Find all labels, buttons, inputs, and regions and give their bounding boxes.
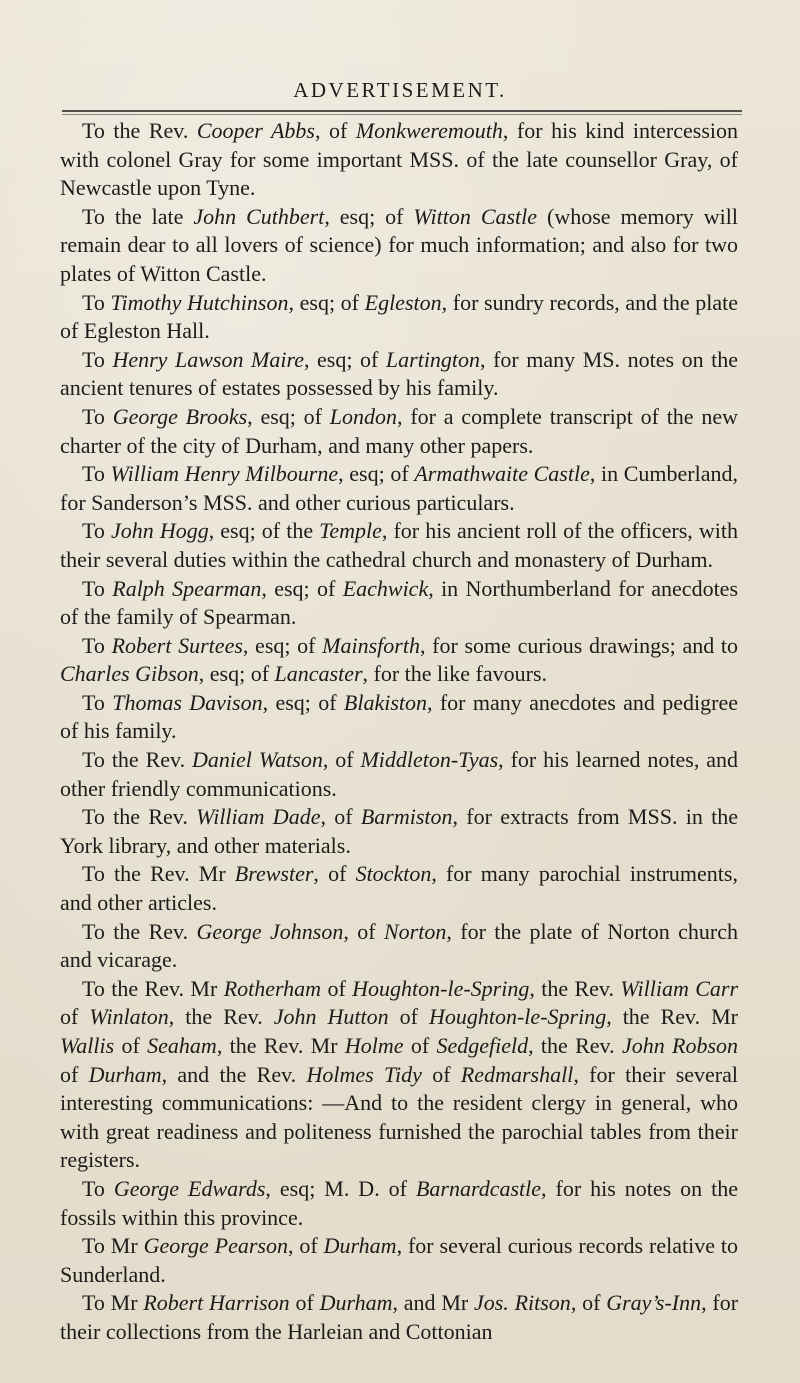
text-run: , for their several interesting communications: —And to the resident clergy in general, who with great readiness and politeness furnished the parochial tables from their registers.: [60, 1061, 738, 1173]
text-run: , for some curious drawings; and to: [419, 632, 738, 658]
text-run: , esq; of: [261, 575, 343, 601]
text-run: To the Rev. Mr: [82, 861, 235, 887]
text-run: , for their collections from the Harleian and Cottonian: [60, 1290, 739, 1344]
text-run: , for a complete transcript of the new charter of the city of Durham, and many other papers.: [60, 403, 739, 458]
italic-name: George Johnson: [196, 918, 344, 944]
text-run: , esq; of: [242, 632, 323, 658]
text-run: , for many parochial instruments, and other articles.: [60, 861, 738, 916]
text-run: , esq; of: [288, 289, 365, 315]
text-run: , esq; M. D. of: [265, 1175, 416, 1201]
italic-name: George Edwards: [113, 1175, 266, 1201]
text-run: To Mr: [82, 1233, 144, 1259]
italic-name: John Cuthbert: [193, 203, 325, 229]
text-run: To the Rev.: [82, 118, 197, 143]
text-run: , and Mr: [392, 1290, 474, 1316]
text-run: of: [421, 1061, 461, 1087]
italic-name: Charles Gibson: [60, 661, 199, 687]
text-run: To Mr: [82, 1290, 144, 1316]
acknowledgement-paragraph: [60, 918, 738, 975]
italic-name: Stockton: [355, 861, 432, 887]
text-run: , for the plate of Norton church and vicarage.: [60, 918, 738, 973]
text-run: To: [82, 1175, 114, 1201]
text-run: To the late: [82, 203, 194, 229]
text-run: , esq; of: [262, 689, 344, 715]
italic-name: George Brooks: [112, 403, 248, 429]
text-run: , of: [287, 1233, 324, 1259]
header-rule-thin: [62, 114, 742, 115]
text-run: , in Northumberland for anecdotes of the family of Spearman.: [60, 575, 739, 630]
text-run: , for the like favours.: [362, 661, 548, 687]
header-rule: [62, 110, 742, 112]
text-run: , for extracts from MSS. in the York library, and other materials.: [60, 804, 738, 858]
text-run: , esq; of: [247, 403, 330, 429]
text-run: To the Rev. Mr: [82, 975, 224, 1001]
italic-name: Norton: [383, 918, 447, 944]
text-run: , the Rev. Mr: [606, 1004, 738, 1030]
acknowledgement-paragraph: [60, 1232, 738, 1289]
acknowledgement-paragraph: [60, 860, 738, 917]
italic-name: Witton Castle: [413, 203, 538, 229]
acknowledgement-paragraph: [60, 746, 738, 803]
text-run: , the Rev.: [168, 1004, 274, 1030]
italic-name: Lancaster: [274, 661, 363, 687]
text-run: of: [289, 1290, 320, 1316]
italic-name: Daniel Watson: [192, 747, 323, 773]
text-run: To: [82, 632, 112, 658]
text-run: , for his learned notes, and other friendly communications.: [60, 747, 739, 801]
text-run: , and the Rev.: [161, 1061, 307, 1087]
acknowledgement-paragraph: [60, 1175, 738, 1232]
italic-name: Jos. Ritson: [473, 1290, 571, 1316]
text-run: , esq; of: [303, 346, 386, 372]
italic-name: Wallis: [60, 1033, 115, 1058]
text-run: , the Rev.: [529, 975, 621, 1001]
acknowledgement-paragraph: [60, 117, 738, 203]
text-run: To: [82, 346, 113, 372]
italic-name: London: [329, 403, 398, 429]
italic-name: Barnardcastle: [415, 1175, 542, 1201]
text-run: , esq; of: [338, 461, 415, 487]
italic-name: William Henry Milbourne: [110, 461, 339, 487]
italic-name: John Robson: [621, 1033, 739, 1058]
acknowledgement-paragraph: [60, 803, 738, 860]
italic-name: John Hutton: [273, 1004, 389, 1030]
text-run: To: [82, 403, 113, 429]
acknowledgement-paragraph: [60, 460, 738, 517]
text-run: , of: [343, 918, 384, 944]
acknowledgement-paragraph: [60, 203, 738, 289]
text-run: , the Rev.: [528, 1033, 622, 1058]
italic-name: Middleton-Tyas: [360, 747, 499, 773]
italic-name: Armathwaite Castle: [414, 461, 590, 487]
text-run: of: [114, 1033, 148, 1058]
text-run: , for several curious records relative to Sunderland.: [60, 1233, 738, 1287]
text-run: of: [388, 1004, 429, 1030]
text-run: , esq; of: [324, 203, 414, 229]
italic-name: Ralph Spearman: [112, 575, 262, 601]
acknowledgement-paragraph: [60, 1289, 738, 1346]
italic-name: Thomas Davison: [112, 689, 263, 715]
running-head: ADVERTISEMENT.: [293, 78, 507, 102]
italic-name: John Hogg: [110, 518, 209, 544]
text-run: of: [60, 1061, 89, 1087]
italic-name: William Carr: [620, 975, 739, 1001]
italic-name: Holme: [344, 1033, 404, 1058]
text-run: , of: [322, 747, 361, 773]
italic-name: Timothy Hutchinson: [110, 289, 289, 315]
text-run: To the Rev.: [82, 747, 193, 773]
acknowledgement-paragraph: [60, 346, 738, 403]
italic-name: Monkweremouth: [355, 118, 503, 143]
text-run: To: [82, 689, 113, 715]
italic-name: Barmiston: [360, 804, 453, 830]
text-run: (whose memory will remain dear to all lovers of science) for much information; and also for two plates of Witton Castle.: [60, 203, 738, 286]
text-run: , for his kind intercession with colonel Gray for some important MSS. of the late counsellor Gray, of Newcastle upon Tyne.: [60, 118, 738, 201]
italic-name: Gray’s-Inn: [606, 1290, 702, 1316]
italic-name: Durham: [323, 1233, 397, 1259]
italic-name: Holmes Tidy: [306, 1061, 422, 1087]
italic-name: Cooper Abbs: [196, 118, 315, 143]
italic-name: Robert Harrison: [143, 1290, 290, 1316]
italic-name: Houghton-le-Spring: [352, 975, 530, 1001]
acknowledgement-paragraph: [60, 403, 738, 460]
italic-name: Winlaton: [89, 1004, 169, 1030]
acknowledgement-paragraph: [60, 632, 738, 689]
italic-name: Redmarshall: [460, 1061, 574, 1087]
text-run: , esq; of the: [208, 518, 320, 544]
text-run: , for his notes on the fossils within this province.: [60, 1175, 738, 1230]
text-run: , esq; of: [198, 661, 275, 687]
acknowledgements-text: [60, 117, 738, 1347]
text-run: , for many MS. notes on the ancient tenures of estates possessed by his family.: [60, 346, 739, 401]
acknowledgement-paragraph: [60, 517, 738, 574]
italic-name: Houghton-le-Spring: [428, 1004, 607, 1030]
italic-name: Mainsforth: [322, 632, 420, 658]
italic-name: Henry Lawson Maire: [112, 346, 304, 372]
italic-name: Temple: [319, 518, 382, 544]
acknowledgement-paragraph: [60, 575, 738, 632]
text-run: To: [82, 289, 111, 315]
italic-name: Egleston: [364, 289, 442, 315]
text-run: , of: [313, 861, 356, 887]
text-run: To: [82, 518, 111, 544]
acknowledgement-paragraph: [60, 975, 738, 1175]
text-run: To: [82, 461, 111, 487]
italic-name: George Pearson: [143, 1233, 288, 1259]
text-run: , of: [570, 1290, 607, 1316]
italic-name: Rotherham: [223, 975, 322, 1001]
italic-name: Brewster: [234, 861, 314, 887]
acknowledgement-paragraph: [60, 289, 738, 346]
italic-name: Durham: [319, 1290, 393, 1316]
text-run: To: [82, 575, 113, 601]
text-run: , in Cumberland, for Sanderson’s MSS. and other curious particulars.: [60, 461, 739, 515]
text-run: of: [321, 975, 353, 1001]
text-run: To the Rev.: [82, 918, 197, 944]
text-run: , of: [314, 118, 356, 143]
italic-name: Durham: [88, 1061, 162, 1087]
text-run: of: [403, 1033, 437, 1058]
text-run: , for sundry records, and the plate of Egleston Hall.: [60, 289, 739, 344]
italic-name: Blakiston: [343, 689, 428, 715]
text-run: , for many anecdotes and pedigree of his family.: [60, 689, 738, 744]
italic-name: Sedgefield: [436, 1033, 529, 1058]
italic-name: Robert Surtees: [111, 632, 243, 658]
text-run: , the Rev. Mr: [216, 1033, 345, 1058]
text-run: of: [60, 1004, 90, 1030]
italic-name: Eachwick: [342, 575, 429, 601]
italic-name: Seaham: [147, 1033, 217, 1058]
acknowledgement-paragraph: [60, 689, 738, 746]
text-run: , for his ancient roll of the officers, with their several duties within the cathedral church and monastery of Durham.: [60, 518, 738, 572]
text-run: , of: [320, 804, 361, 830]
italic-name: William Dade: [196, 804, 321, 830]
text-run: To the Rev.: [82, 804, 197, 830]
italic-name: Lartington: [385, 346, 481, 372]
